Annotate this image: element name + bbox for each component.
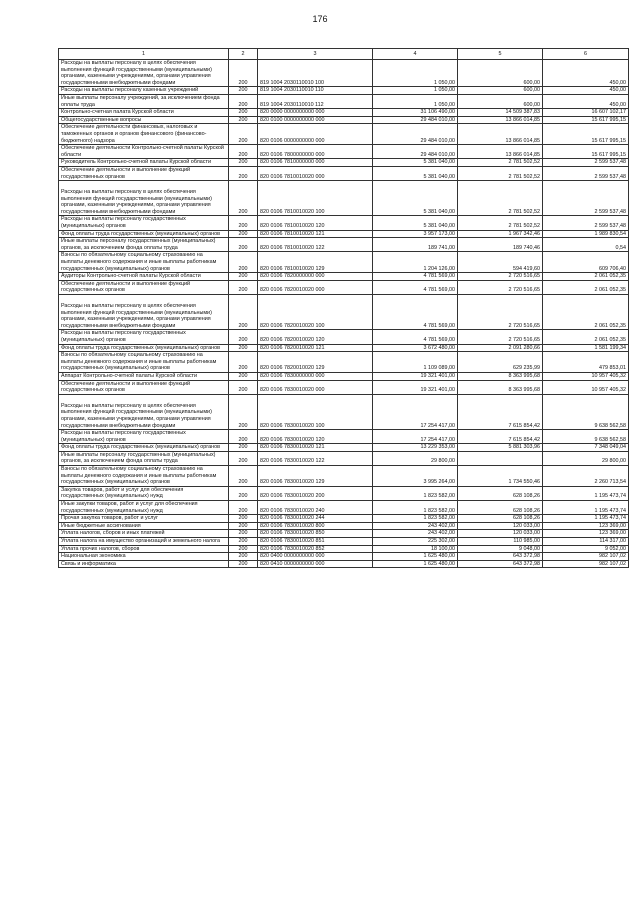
row-approved-cell: 18 100,00 bbox=[373, 545, 458, 553]
row-approved-cell: 3 995 264,00 bbox=[373, 466, 458, 487]
row-kbk-cell: 820 0106 7830010020 129 bbox=[258, 466, 373, 487]
row-name-cell: Общегосударственные вопросы bbox=[59, 116, 229, 124]
row-approved-cell: 13 229 353,00 bbox=[373, 444, 458, 452]
row-kbk-cell: 820 0000 0000000000 000 bbox=[258, 109, 373, 117]
table-row bbox=[59, 515, 629, 523]
row-executed-cell: 8 363 995,68 bbox=[458, 372, 543, 380]
row-executed-cell: 629 235,99 bbox=[458, 352, 543, 373]
row-approved-cell: 29 800,00 bbox=[373, 451, 458, 465]
row-kbk-cell: 820 0106 7830010020 100 bbox=[258, 394, 373, 429]
row-code-cell: 200 bbox=[229, 124, 258, 145]
row-executed-cell: 2 091 280,66 bbox=[458, 344, 543, 352]
row-executed-cell: 628 108,26 bbox=[458, 486, 543, 500]
row-unexecuted-cell: 0,54 bbox=[543, 238, 629, 252]
row-kbk-cell: 820 0106 7830010020 121 bbox=[258, 444, 373, 452]
table-row bbox=[59, 273, 629, 281]
row-kbk-cell: 820 0106 0000000000 000 bbox=[258, 124, 373, 145]
row-kbk-cell: 819 1004 2030110010 112 bbox=[258, 94, 373, 108]
row-unexecuted-cell: 479 853,01 bbox=[543, 352, 629, 373]
row-name-cell: Иные выплаты персоналу учреждений, за исключением фонда оплаты труда bbox=[59, 94, 229, 108]
row-name-cell: Взносы по обязательному социальному страхованию на выплаты денежного содержания и иные выплаты работникам государственных (муниципальных) органов bbox=[59, 352, 229, 373]
row-approved-cell: 29 484 010,00 bbox=[373, 124, 458, 145]
row-code-cell: 200 bbox=[229, 94, 258, 108]
row-executed-cell: 7 615 854,42 bbox=[458, 430, 543, 444]
row-unexecuted-cell: 2 599 537,48 bbox=[543, 159, 629, 167]
row-approved-cell: 31 106 490,00 bbox=[373, 109, 458, 117]
row-executed-cell: 643 372,98 bbox=[458, 560, 543, 568]
row-code-cell: 200 bbox=[229, 352, 258, 373]
row-approved-cell: 1 625 480,00 bbox=[373, 560, 458, 568]
row-unexecuted-cell: 2 599 537,48 bbox=[543, 181, 629, 216]
row-name-cell: Прочая закупка товаров, работ и услуг bbox=[59, 515, 229, 523]
row-name-cell: Фонд оплаты труда государственных (муниципальных) органов bbox=[59, 344, 229, 352]
row-approved-cell: 1 823 582,00 bbox=[373, 515, 458, 523]
row-code-cell: 200 bbox=[229, 372, 258, 380]
row-unexecuted-cell: 123 369,00 bbox=[543, 530, 629, 538]
row-name-cell: Закупка товаров, работ и услуг для обеспечения государственных (муниципальных) нужд bbox=[59, 486, 229, 500]
row-code-cell: 200 bbox=[229, 394, 258, 429]
header-cell: 1 bbox=[59, 49, 229, 60]
row-code-cell: 200 bbox=[229, 380, 258, 394]
row-code-cell: 200 bbox=[229, 280, 258, 294]
row-name-cell: Расходы на выплаты персоналу государственных (муниципальных) органов bbox=[59, 430, 229, 444]
row-approved-cell: 1 625 480,00 bbox=[373, 553, 458, 561]
row-approved-cell: 4 781 569,00 bbox=[373, 280, 458, 294]
row-unexecuted-cell: 15 617 995,15 bbox=[543, 145, 629, 159]
row-executed-cell: 7 615 854,42 bbox=[458, 394, 543, 429]
row-name-cell: Фонд оплаты труда государственных (муниципальных) органов bbox=[59, 230, 229, 238]
row-executed-cell: 13 866 014,85 bbox=[458, 145, 543, 159]
row-kbk-cell: 820 0106 7800000000 000 bbox=[258, 145, 373, 159]
table-row bbox=[59, 330, 629, 344]
row-approved-cell: 1 823 582,00 bbox=[373, 501, 458, 515]
row-code-cell: 200 bbox=[229, 553, 258, 561]
row-code-cell: 200 bbox=[229, 159, 258, 167]
row-unexecuted-cell: 450,00 bbox=[543, 87, 629, 95]
row-name-cell: Взносы по обязательному социальному страхованию на выплаты денежного содержания и иные выплаты работникам государственных (муниципальных) органов bbox=[59, 252, 229, 273]
row-code-cell: 200 bbox=[229, 451, 258, 465]
row-approved-cell: 243 402,00 bbox=[373, 530, 458, 538]
row-name-cell: Расходы на выплаты персоналу в целях обеспечения выполнения функций государственными (муниципальными) органами, казенными учреждениями, органами управления государственными внебюджетными фондами bbox=[59, 394, 229, 429]
table-row bbox=[59, 166, 629, 180]
row-kbk-cell: 820 0106 7820010020 120 bbox=[258, 330, 373, 344]
row-approved-cell: 3 672 480,00 bbox=[373, 344, 458, 352]
row-approved-cell: 17 254 417,00 bbox=[373, 430, 458, 444]
row-code-cell: 200 bbox=[229, 60, 258, 87]
table-row bbox=[59, 394, 629, 429]
row-executed-cell: 2 720 516,65 bbox=[458, 330, 543, 344]
row-executed-cell: 628 108,26 bbox=[458, 501, 543, 515]
row-kbk-cell: 820 0106 7830010020 240 bbox=[258, 501, 373, 515]
table-row bbox=[59, 451, 629, 465]
row-kbk-cell: 819 1004 2030110010 110 bbox=[258, 87, 373, 95]
row-approved-cell: 1 050,00 bbox=[373, 87, 458, 95]
row-code-cell: 200 bbox=[229, 515, 258, 523]
row-kbk-cell: 820 0106 7810000000 000 bbox=[258, 159, 373, 167]
row-kbk-cell: 820 0106 7810010020 122 bbox=[258, 238, 373, 252]
page-number: 176 bbox=[312, 14, 328, 24]
row-name-cell: Аудиторы Контрольно-счетной палаты Курской области bbox=[59, 273, 229, 281]
row-kbk-cell: 820 0106 7820010020 100 bbox=[258, 295, 373, 330]
header-cell: 4 bbox=[373, 49, 458, 60]
row-executed-cell: 1 967 342,46 bbox=[458, 230, 543, 238]
row-unexecuted-cell: 2 061 052,35 bbox=[543, 295, 629, 330]
row-executed-cell: 600,00 bbox=[458, 94, 543, 108]
row-name-cell: Иные закупки товаров, работ и услуг для обеспечения государственных (муниципальных) нужд bbox=[59, 501, 229, 515]
row-code-cell: 200 bbox=[229, 87, 258, 95]
row-executed-cell: 14 509 387,83 bbox=[458, 109, 543, 117]
row-approved-cell: 1 204 126,00 bbox=[373, 252, 458, 273]
row-unexecuted-cell: 2 061 052,35 bbox=[543, 273, 629, 281]
table-row bbox=[59, 344, 629, 352]
row-code-cell: 200 bbox=[229, 230, 258, 238]
table-row bbox=[59, 538, 629, 546]
row-approved-cell: 19 321 401,00 bbox=[373, 380, 458, 394]
row-executed-cell: 110 985,00 bbox=[458, 538, 543, 546]
row-code-cell: 200 bbox=[229, 522, 258, 530]
row-kbk-cell: 820 0106 7830010020 851 bbox=[258, 538, 373, 546]
table-row bbox=[59, 116, 629, 124]
row-code-cell: 200 bbox=[229, 109, 258, 117]
row-kbk-cell: 820 0100 0000000000 000 bbox=[258, 116, 373, 124]
row-unexecuted-cell: 16 607 102,17 bbox=[543, 109, 629, 117]
row-unexecuted-cell: 609 706,40 bbox=[543, 252, 629, 273]
row-code-cell: 200 bbox=[229, 538, 258, 546]
row-approved-cell: 5 381 040,00 bbox=[373, 166, 458, 180]
row-name-cell: Уплата прочих налогов, сборов bbox=[59, 545, 229, 553]
row-kbk-cell: 820 0106 7810010020 121 bbox=[258, 230, 373, 238]
row-unexecuted-cell: 10 957 405,32 bbox=[543, 372, 629, 380]
row-code-cell: 200 bbox=[229, 273, 258, 281]
row-kbk-cell: 820 0106 7810010020 129 bbox=[258, 252, 373, 273]
row-approved-cell: 19 321 401,00 bbox=[373, 372, 458, 380]
row-name-cell: Уплата налогов, сборов и иных платежей bbox=[59, 530, 229, 538]
row-name-cell: Обеспечение деятельности и выполнение функций государственных органов bbox=[59, 280, 229, 294]
table-row bbox=[59, 430, 629, 444]
header-cell: 5 bbox=[458, 49, 543, 60]
row-kbk-cell: 820 0106 7830010020 200 bbox=[258, 486, 373, 500]
row-kbk-cell: 820 0106 7820000000 000 bbox=[258, 273, 373, 281]
row-kbk-cell: 820 0106 7830010020 850 bbox=[258, 530, 373, 538]
header-cell: 6 bbox=[543, 49, 629, 60]
row-name-cell: Обеспечение деятельности Контрольно-счетной палаты Курской области bbox=[59, 145, 229, 159]
table-row bbox=[59, 501, 629, 515]
row-approved-cell: 225 302,00 bbox=[373, 538, 458, 546]
expenditure-table bbox=[58, 48, 629, 568]
row-approved-cell: 4 781 569,00 bbox=[373, 330, 458, 344]
row-name-cell: Иные бюджетные ассигнования bbox=[59, 522, 229, 530]
row-name-cell: Связь и информатика bbox=[59, 560, 229, 568]
row-executed-cell: 2 720 516,65 bbox=[458, 295, 543, 330]
row-approved-cell: 5 381 040,00 bbox=[373, 159, 458, 167]
row-unexecuted-cell: 2 599 537,48 bbox=[543, 166, 629, 180]
row-executed-cell: 2 781 502,52 bbox=[458, 159, 543, 167]
table-row bbox=[59, 466, 629, 487]
row-code-cell: 200 bbox=[229, 545, 258, 553]
row-approved-cell: 4 781 569,00 bbox=[373, 273, 458, 281]
row-code-cell: 200 bbox=[229, 252, 258, 273]
table-row bbox=[59, 252, 629, 273]
table-row bbox=[59, 60, 629, 87]
row-unexecuted-cell: 1 195 473,74 bbox=[543, 486, 629, 500]
table-row bbox=[59, 181, 629, 216]
table-row bbox=[59, 159, 629, 167]
table-row bbox=[59, 145, 629, 159]
row-unexecuted-cell: 114 317,00 bbox=[543, 538, 629, 546]
table-row bbox=[59, 372, 629, 380]
row-kbk-cell: 820 0106 7820010020 000 bbox=[258, 280, 373, 294]
row-approved-cell: 1 050,00 bbox=[373, 94, 458, 108]
row-name-cell: Контрольно-счетная палата Курской области bbox=[59, 109, 229, 117]
row-executed-cell: 2 781 502,52 bbox=[458, 181, 543, 216]
row-code-cell: 200 bbox=[229, 501, 258, 515]
row-executed-cell: 1 734 550,46 bbox=[458, 466, 543, 487]
row-name-cell: Расходы на выплаты персоналу казенных учреждений bbox=[59, 87, 229, 95]
row-approved-cell: 4 781 569,00 bbox=[373, 295, 458, 330]
row-approved-cell: 189 741,00 bbox=[373, 238, 458, 252]
row-unexecuted-cell: 15 617 995,15 bbox=[543, 116, 629, 124]
row-unexecuted-cell: 982 107,02 bbox=[543, 553, 629, 561]
row-executed-cell: 600,00 bbox=[458, 60, 543, 87]
row-kbk-cell: 820 0106 7810010020 120 bbox=[258, 216, 373, 230]
row-executed-cell: 13 866 014,85 bbox=[458, 116, 543, 124]
row-unexecuted-cell: 982 107,02 bbox=[543, 560, 629, 568]
row-name-cell: Расходы на выплаты персоналу в целях обеспечения выполнения функций государственными (муниципальными) органами, казенными учреждениями, органами управления государственными внебюджетными фондами bbox=[59, 60, 229, 87]
row-kbk-cell: 820 0106 7830010020 244 bbox=[258, 515, 373, 523]
row-name-cell: Иные выплаты персоналу государственных (муниципальных) органов, за исключением фонда оплаты труда bbox=[59, 238, 229, 252]
row-executed-cell: 643 372,98 bbox=[458, 553, 543, 561]
table-row bbox=[59, 444, 629, 452]
row-executed-cell: 2 781 502,52 bbox=[458, 216, 543, 230]
table-row bbox=[59, 230, 629, 238]
row-code-cell: 200 bbox=[229, 181, 258, 216]
row-unexecuted-cell: 1 989 830,54 bbox=[543, 230, 629, 238]
row-executed-cell: 120 033,00 bbox=[458, 530, 543, 538]
row-code-cell: 200 bbox=[229, 486, 258, 500]
row-unexecuted-cell: 1 195 473,74 bbox=[543, 515, 629, 523]
row-executed-cell: 13 866 014,85 bbox=[458, 124, 543, 145]
row-unexecuted-cell: 9 052,00 bbox=[543, 545, 629, 553]
row-unexecuted-cell: 1 195 473,74 bbox=[543, 501, 629, 515]
table-row bbox=[59, 94, 629, 108]
row-approved-cell: 17 254 417,00 bbox=[373, 394, 458, 429]
row-kbk-cell: 819 1004 2030110010 100 bbox=[258, 60, 373, 87]
row-code-cell: 200 bbox=[229, 166, 258, 180]
row-name-cell: Иные выплаты персоналу государственных (муниципальных) органов, за исключением фонда оплаты труда bbox=[59, 451, 229, 465]
row-code-cell: 200 bbox=[229, 216, 258, 230]
row-name-cell: Обеспечение деятельности финансовых, налоговых и таможенных органов и органов финансового (финансово-бюджетного) надзора bbox=[59, 124, 229, 145]
row-approved-cell: 5 381 040,00 bbox=[373, 216, 458, 230]
row-code-cell: 200 bbox=[229, 238, 258, 252]
row-executed-cell: 600,00 bbox=[458, 87, 543, 95]
row-unexecuted-cell: 450,00 bbox=[543, 60, 629, 87]
row-kbk-cell: 820 0106 7820010020 121 bbox=[258, 344, 373, 352]
row-unexecuted-cell: 9 638 562,58 bbox=[543, 394, 629, 429]
table-row bbox=[59, 545, 629, 553]
row-code-cell: 200 bbox=[229, 444, 258, 452]
row-name-cell: Взносы по обязательному социальному страхованию на выплаты денежного содержания и иные выплаты работникам государственных (муниципальных) органов bbox=[59, 466, 229, 487]
row-kbk-cell: 820 0106 7820010020 129 bbox=[258, 352, 373, 373]
row-kbk-cell: 820 0400 0000000000 000 bbox=[258, 553, 373, 561]
row-executed-cell: 5 881 303,96 bbox=[458, 444, 543, 452]
row-code-cell: 200 bbox=[229, 430, 258, 444]
header-cell: 3 bbox=[258, 49, 373, 60]
table-header-row bbox=[59, 49, 629, 60]
row-unexecuted-cell: 7 348 049,04 bbox=[543, 444, 629, 452]
row-executed-cell: 120 033,00 bbox=[458, 522, 543, 530]
row-approved-cell: 1 823 582,00 bbox=[373, 486, 458, 500]
table-row bbox=[59, 216, 629, 230]
table-row bbox=[59, 380, 629, 394]
row-kbk-cell: 820 0106 7830010020 122 bbox=[258, 451, 373, 465]
row-executed-cell: 8 363 995,68 bbox=[458, 380, 543, 394]
row-name-cell: Уплата налога на имущество организаций и земельного налога bbox=[59, 538, 229, 546]
row-executed-cell: 2 720 516,65 bbox=[458, 273, 543, 281]
header-cell: 2 bbox=[229, 49, 258, 60]
row-executed-cell: 9 048,00 bbox=[458, 545, 543, 553]
table-row bbox=[59, 486, 629, 500]
table-row bbox=[59, 238, 629, 252]
row-name-cell: Обеспечение деятельности и выполнение функций государственных органов bbox=[59, 166, 229, 180]
table-row bbox=[59, 352, 629, 373]
table-row bbox=[59, 124, 629, 145]
row-code-cell: 200 bbox=[229, 145, 258, 159]
row-executed-cell: 2 781 502,52 bbox=[458, 166, 543, 180]
row-name-cell: Расходы на выплаты персоналу в целях обеспечения выполнения функций государственными (муниципальными) органами, казенными учреждениями, органами управления государственными внебюджетными фондами bbox=[59, 181, 229, 216]
row-unexecuted-cell: 2 061 052,35 bbox=[543, 280, 629, 294]
row-kbk-cell: 820 0106 7830010020 852 bbox=[258, 545, 373, 553]
row-kbk-cell: 820 0410 0000000000 000 bbox=[258, 560, 373, 568]
row-kbk-cell: 820 0106 7830000000 000 bbox=[258, 372, 373, 380]
row-executed-cell: 594 419,60 bbox=[458, 252, 543, 273]
row-name-cell: Руководитель Контрольно-счетной палаты Курской области bbox=[59, 159, 229, 167]
row-code-cell: 200 bbox=[229, 116, 258, 124]
row-unexecuted-cell: 2 061 052,35 bbox=[543, 330, 629, 344]
row-approved-cell: 29 484 010,00 bbox=[373, 145, 458, 159]
row-approved-cell: 1 109 089,00 bbox=[373, 352, 458, 373]
table-row bbox=[59, 530, 629, 538]
row-executed-cell: 2 720 516,65 bbox=[458, 280, 543, 294]
row-unexecuted-cell: 15 617 995,15 bbox=[543, 124, 629, 145]
table-row bbox=[59, 522, 629, 530]
row-code-cell: 200 bbox=[229, 466, 258, 487]
row-executed-cell: 628 108,26 bbox=[458, 515, 543, 523]
row-unexecuted-cell: 2 599 537,48 bbox=[543, 216, 629, 230]
row-unexecuted-cell: 10 957 405,32 bbox=[543, 380, 629, 394]
row-approved-cell: 3 957 173,00 bbox=[373, 230, 458, 238]
table-row bbox=[59, 295, 629, 330]
row-executed-cell bbox=[458, 451, 543, 465]
row-code-cell: 200 bbox=[229, 330, 258, 344]
row-kbk-cell: 820 0106 7830010020 000 bbox=[258, 380, 373, 394]
row-unexecuted-cell: 9 638 562,58 bbox=[543, 430, 629, 444]
table-row bbox=[59, 109, 629, 117]
row-unexecuted-cell: 450,00 bbox=[543, 94, 629, 108]
row-name-cell: Расходы на выплаты персоналу в целях обеспечения выполнения функций государственными (муниципальными) органами, казенными учреждениями, органами управления государственными внебюджетными фондами bbox=[59, 295, 229, 330]
row-name-cell: Обеспечение деятельности и выполнение функций государственных органов bbox=[59, 380, 229, 394]
row-name-cell: Расходы на выплаты персоналу государственных (муниципальных) органов bbox=[59, 216, 229, 230]
table-row bbox=[59, 280, 629, 294]
row-unexecuted-cell: 1 581 199,34 bbox=[543, 344, 629, 352]
row-kbk-cell: 820 0106 7810010020 000 bbox=[258, 166, 373, 180]
row-kbk-cell: 820 0106 7830010020 120 bbox=[258, 430, 373, 444]
row-name-cell: Аппарат Контрольно-счетной палаты Курской области bbox=[59, 372, 229, 380]
table-row bbox=[59, 560, 629, 568]
row-approved-cell: 243 402,00 bbox=[373, 522, 458, 530]
row-unexecuted-cell: 2 260 713,54 bbox=[543, 466, 629, 487]
row-approved-cell: 5 381 040,00 bbox=[373, 181, 458, 216]
row-unexecuted-cell: 29 800,00 bbox=[543, 451, 629, 465]
row-approved-cell: 29 484 010,00 bbox=[373, 116, 458, 124]
row-code-cell: 200 bbox=[229, 530, 258, 538]
row-executed-cell: 189 740,46 bbox=[458, 238, 543, 252]
row-name-cell: Национальная экономика bbox=[59, 553, 229, 561]
row-kbk-cell: 820 0106 7810010020 100 bbox=[258, 181, 373, 216]
row-approved-cell: 1 050,00 bbox=[373, 60, 458, 87]
row-name-cell: Фонд оплаты труда государственных (муниципальных) органов bbox=[59, 444, 229, 452]
row-kbk-cell: 820 0106 7830010020 800 bbox=[258, 522, 373, 530]
row-code-cell: 200 bbox=[229, 344, 258, 352]
row-unexecuted-cell: 123 369,00 bbox=[543, 522, 629, 530]
table-row bbox=[59, 553, 629, 561]
row-code-cell: 200 bbox=[229, 295, 258, 330]
row-code-cell: 200 bbox=[229, 560, 258, 568]
row-name-cell: Расходы на выплаты персоналу государственных (муниципальных) органов bbox=[59, 330, 229, 344]
table-row bbox=[59, 87, 629, 95]
